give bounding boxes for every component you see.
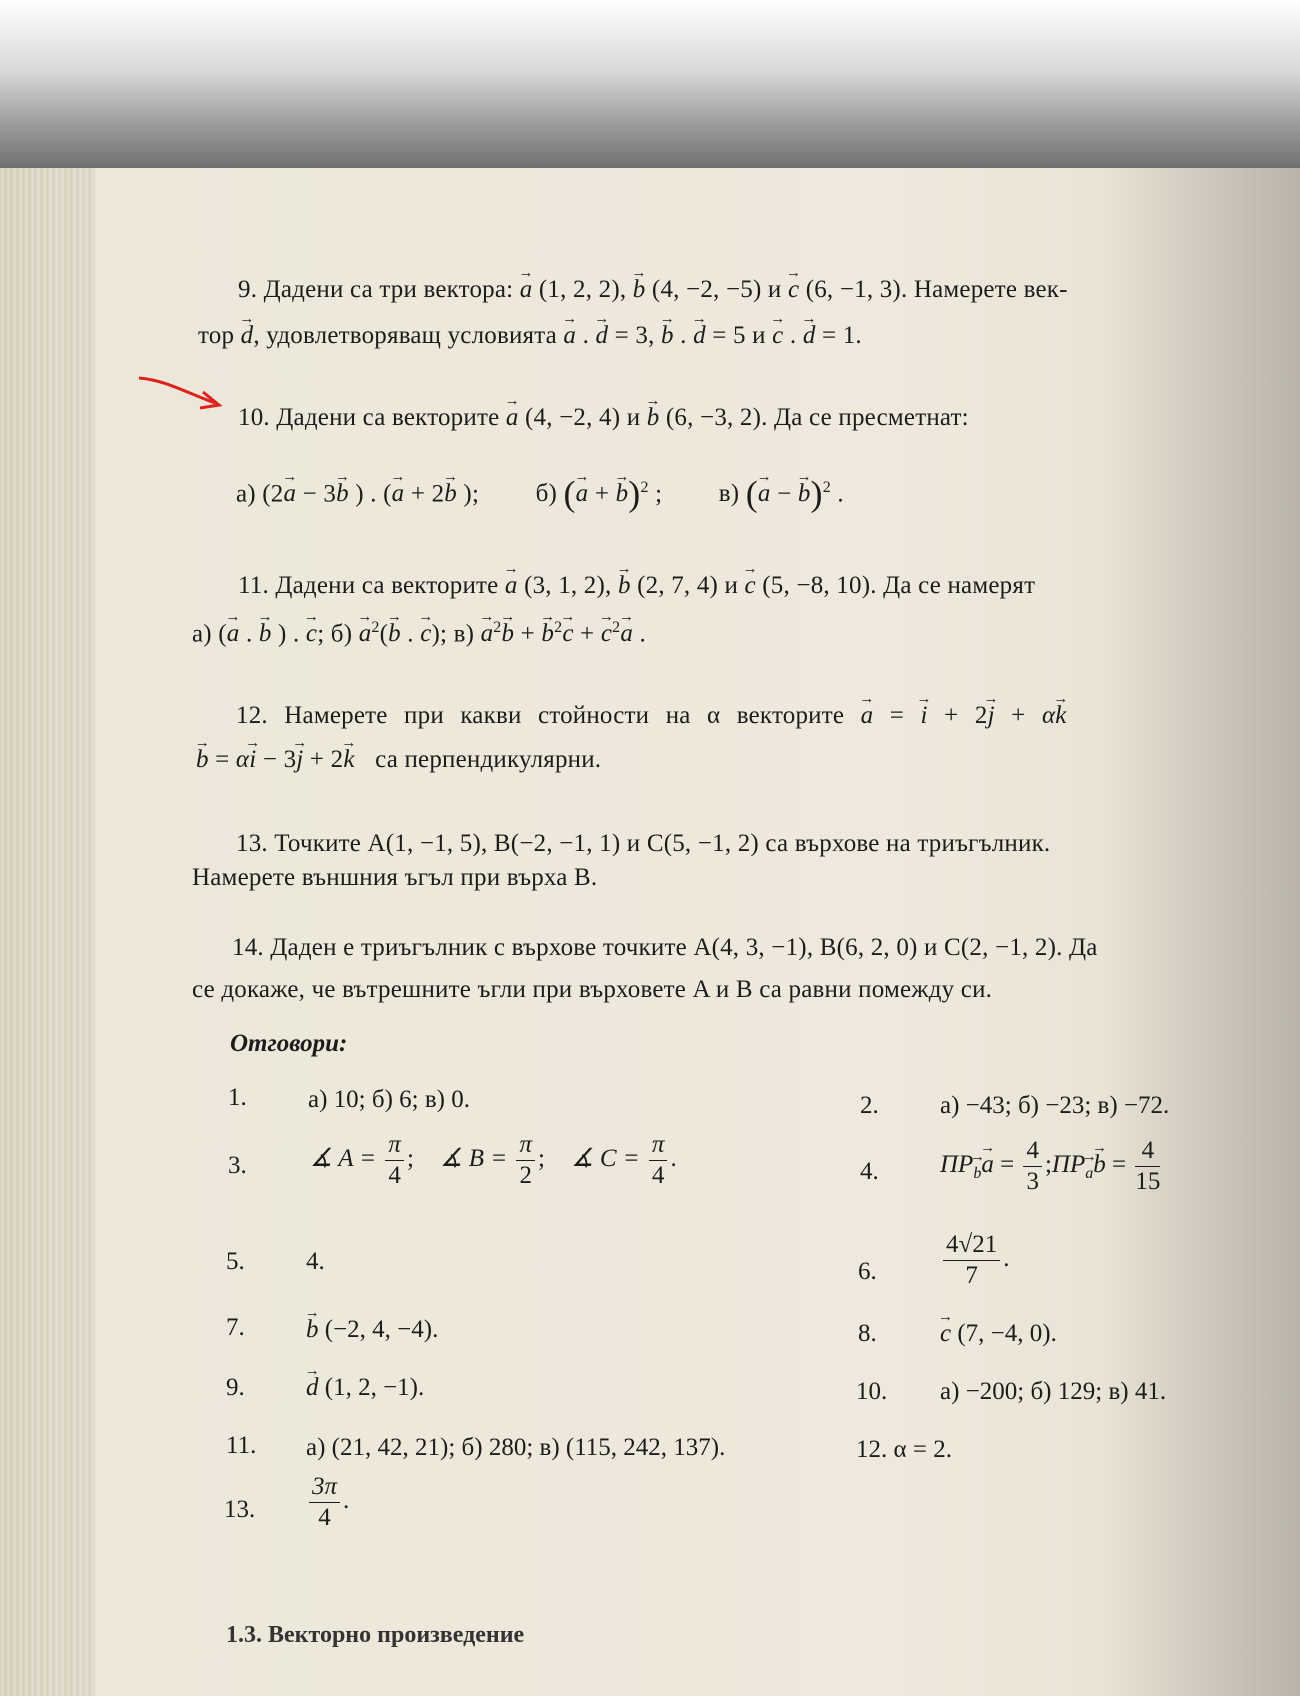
scan-top-shadow — [0, 0, 1300, 175]
answer-4: ПР→ $_b$→ a = $\frac{4}{3}$ ;ПР→ $_a$→ b = $\frac{4}{15}$ — [940, 1136, 1163, 1197]
problem-11-line-1: 11. Дадени са векторите → a (3, 1, 2), → b (2, 7, 4) и → c (5, −8, 10). Да се намерят — [238, 568, 1035, 604]
answer-8-number: 8. — [858, 1320, 877, 1347]
answer-8: → c (7, −4, 0). — [940, 1316, 1057, 1352]
red-arrow-icon — [135, 370, 225, 415]
problem-14-line-2: се докаже, че вътрешните ъгли при върховете A и B са равни помежду си. — [192, 976, 993, 1003]
answer-11: а) (21, 42, 21); б) 280; в) (115, 242, 137). — [306, 1434, 726, 1461]
problem-11-line-2: а) (→ a . → b ) . → c; $б) \to a^2(\to b$ . → c); $в) \to a^2\to b$ + → $b^2\to c$ + → $c^2\to a$ . — [192, 610, 646, 652]
answer-5: 4. — [306, 1248, 325, 1275]
problem-9-intro: 9. Дадени са три вектора: — [238, 276, 514, 303]
problem-10-line-2: а) (2→ a − 3→ b ) . (→ a + 2→ b ); б) (→ a + → b)$^2$ ; в) (→ a − → b)$^2$ . — [236, 470, 844, 512]
problem-13-line-2: Намерете външния ъгъл при върха B. — [192, 864, 598, 891]
answer-13: $\frac{3\pi}{4}$ . — [306, 1472, 349, 1533]
section-title: 1.3. Векторно произведение — [226, 1622, 525, 1648]
problem-14-line-1: 14. Даден е триъгълник с върхове точките A(4, 3, −1), B(6, 2, 0) и C(2, −1, 2). Да — [232, 934, 1098, 961]
answer-5-number: 5. — [226, 1248, 245, 1275]
page-edge — [0, 168, 95, 1696]
problem-10-line-1: 10. Дадени са векторите → a (4, −2, 4) и → b (6, −3, 2). Да се пресметнат: — [238, 400, 969, 436]
answer-10-number: 10. — [856, 1378, 888, 1405]
answer-7: → b (−2, 4, −4). — [306, 1312, 438, 1348]
answer-2-number: 2. — [860, 1092, 879, 1119]
answer-9: → d (1, 2, −1). — [306, 1370, 424, 1406]
problem-12-line-1: 12. Намерете при какви стойности на α векторите → a = → i + 2→ j + α→ k — [236, 698, 1067, 734]
answer-4-number: 4. — [860, 1158, 879, 1185]
answer-12: 12. α = 2. — [856, 1436, 952, 1463]
answer-7-number: 7. — [226, 1314, 245, 1341]
answer-10: а) −200; б) 129; в) 41. — [940, 1378, 1167, 1405]
answer-1: а) 10; б) 6; в) 0. — [308, 1086, 470, 1113]
answer-3: ∡ A = $\frac{\pi}{4}$ ; ∡ B = $\frac{\pi}{2}$ ; ∡ C = $\frac{\pi}{4}$ . — [310, 1131, 677, 1189]
answer-1-number: 1. — [228, 1084, 247, 1111]
answer-11-number: 11. — [226, 1432, 257, 1459]
answers-title: Отговори: — [230, 1030, 348, 1057]
answer-13-number: 13. — [224, 1496, 256, 1523]
answer-3-number: 3. — [228, 1152, 247, 1179]
problem-12-line-2: → b = α→ i − 3→ j + 2→ k са перпендикулярни. — [196, 742, 601, 778]
answer-6: $\frac{4√21}{7}$ . — [940, 1230, 1009, 1291]
answer-2: а) −43; б) −23; в) −72. — [940, 1092, 1170, 1119]
problem-9-line-2: тор → d, удовлетворяващ условията → a . → d = 3, → b . → d = 5 и → c . → d = 1. — [198, 318, 862, 354]
problem-13-line-1: 13. Точките A(1, −1, 5), B(−2, −1, 1) и C(5, −1, 2) са върхове на триъгълник. — [236, 830, 1051, 857]
answer-9-number: 9. — [226, 1374, 245, 1401]
answer-6-number: 6. — [858, 1258, 877, 1285]
problem-9-line-1: 9. Дадени са три вектора: → a (1, 2, 2), → b (4, −2, −5) и → c (6, −1, 3). Намерете век- — [238, 272, 1068, 308]
